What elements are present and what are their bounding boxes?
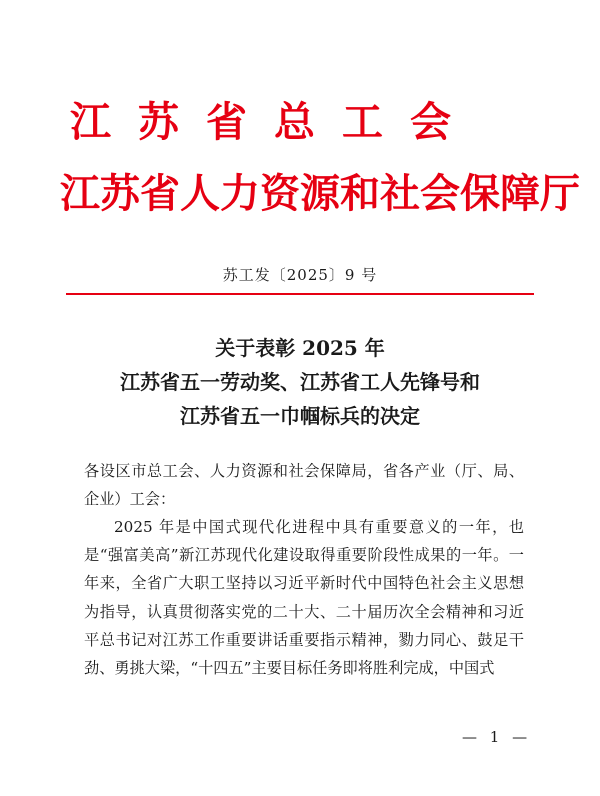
red-divider-line — [66, 293, 534, 295]
issuer-name-hr-department: 江苏省人力资源和社会保障厅 — [60, 170, 580, 217]
document-number: 苏工发〔2025〕9 号 — [222, 266, 378, 284]
document-title-line-2: 江苏省五一劳动奖、江苏省工人先锋号和 — [120, 370, 480, 394]
document-title-line-3: 江苏省五一巾帼标兵的决定 — [180, 404, 420, 428]
body-paragraph: 2025 年是中国式现代化进程中具有重要意义的一年，也是“强富美高”新江苏现代化建设取得重要阶段性成果的一年。一年来，全省广大职工坚持以习近平新时代中国特色社会主义思想为指导，认真贯彻落实党的二十大、二十届历次全会精神和习近平总书记对江苏工作重要讲话重要指示精神，勠力同心、鼓足干劲、勇挑大梁，“十四五”主要目标任务即将胜利完成，中国式 — [84, 518, 524, 678]
page-number: — 1 — — [462, 728, 532, 746]
issuer-name-trade-union: 江苏省总工会 — [70, 98, 478, 146]
salutation: 各设区市总工会、人力资源和社会保障局，省各产业（厅、局、企业）工会： — [84, 462, 524, 509]
document-title-line-1: 关于表彰 2025 年 — [215, 336, 385, 360]
